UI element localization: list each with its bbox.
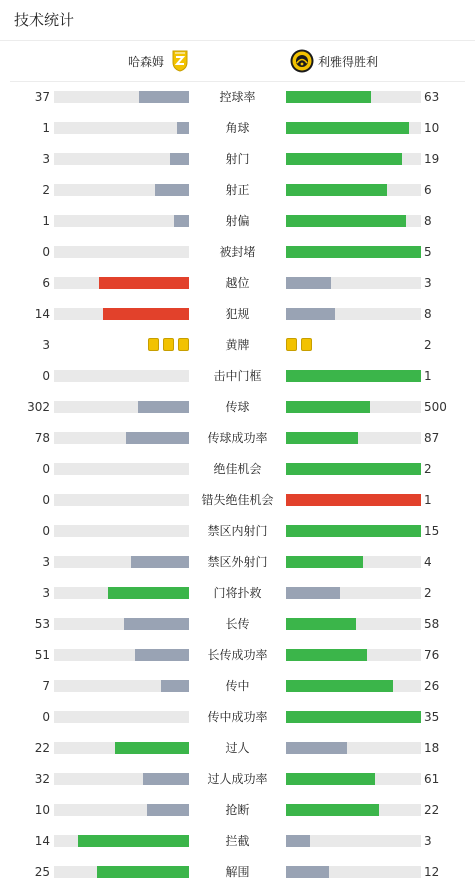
away-stat-bar-fill	[286, 494, 421, 506]
stat-row	[0, 547, 475, 578]
away-stat-bar-fill	[286, 153, 402, 165]
away-stat-bar-fill	[286, 91, 371, 103]
stat-label: 角球	[225, 121, 250, 135]
home-stat-bar-fill	[170, 153, 189, 165]
stat-row	[0, 113, 475, 144]
home-stat-bar	[54, 91, 189, 103]
header-divider	[0, 40, 475, 41]
stat-row	[0, 733, 475, 764]
home-stat-value: 25	[34, 865, 50, 879]
home-stat-bar	[54, 618, 189, 630]
stat-row	[0, 857, 475, 888]
away-stat-bar-fill	[286, 742, 347, 754]
home-stat-value: 1	[42, 121, 50, 135]
home-stat-value: 0	[42, 369, 50, 383]
home-stat-bar	[54, 835, 189, 847]
away-stat-bar	[286, 122, 421, 134]
stat-row	[0, 175, 475, 206]
home-stat-bar	[54, 773, 189, 785]
stat-label: 犯规	[225, 307, 250, 321]
home-stat-bar-fill	[103, 308, 189, 320]
teams-header	[0, 44, 475, 80]
away-stat-bar-fill	[286, 215, 406, 227]
away-stat-bar	[286, 91, 421, 103]
away-stat-bar	[286, 835, 421, 847]
home-stat-bar-fill	[97, 866, 189, 878]
stat-label: 传球成功率	[207, 431, 268, 445]
away-stat-bar-fill	[286, 680, 393, 692]
stat-row	[0, 640, 475, 671]
stat-label: 射偏	[225, 214, 250, 228]
away-stat-bar-fill	[286, 649, 367, 661]
away-stat-bar	[286, 587, 421, 599]
away-stat-bar-fill	[286, 463, 421, 475]
away-stat-value: 12	[424, 865, 440, 879]
stat-label: 错失绝佳机会	[201, 493, 274, 507]
stat-row	[0, 361, 475, 392]
away-team-logo-icon	[290, 49, 314, 76]
home-stat-value: 7	[42, 679, 50, 693]
home-stat-bar	[54, 525, 189, 537]
away-stat-value: 26	[424, 679, 440, 693]
away-stat-bar	[286, 463, 421, 475]
home-stat-value: 78	[34, 431, 50, 445]
away-stat-value: 2	[424, 586, 432, 600]
away-stat-bar-fill	[286, 184, 387, 196]
home-stat-value: 14	[34, 307, 50, 321]
home-stat-bar	[54, 804, 189, 816]
home-stat-bar	[54, 680, 189, 692]
stat-row	[0, 609, 475, 640]
away-stat-bar-fill	[286, 711, 421, 723]
away-stat-value: 19	[424, 152, 440, 166]
stat-row	[0, 516, 475, 547]
home-stat-bar-fill	[161, 680, 189, 692]
away-stat-value: 2	[424, 338, 432, 352]
home-stat-bar	[54, 370, 189, 382]
home-stat-value: 0	[42, 245, 50, 259]
home-stat-value: 0	[42, 462, 50, 476]
away-stat-bar-fill	[286, 308, 335, 320]
home-stat-bar-fill	[177, 122, 189, 134]
home-stat-value: 0	[42, 493, 50, 507]
home-stat-bar	[54, 184, 189, 196]
away-stat-value: 8	[424, 307, 432, 321]
stat-row	[0, 392, 475, 423]
home-stat-value: 0	[42, 710, 50, 724]
home-stat-value: 14	[34, 834, 50, 848]
home-stat-value: 3	[42, 152, 50, 166]
stat-row	[0, 423, 475, 454]
away-stat-bar-fill	[286, 370, 421, 382]
home-stat-bar	[54, 866, 189, 878]
home-stat-bar	[54, 494, 189, 506]
away-stat-bar-fill	[286, 432, 358, 444]
stat-row	[0, 764, 475, 795]
stat-label: 拦截	[225, 834, 250, 848]
home-stat-value: 3	[42, 555, 50, 569]
stat-label: 击中门框	[213, 369, 262, 383]
stat-label: 绝佳机会	[213, 462, 262, 476]
away-stat-bar-fill	[286, 587, 340, 599]
away-stat-bar	[286, 494, 421, 506]
stat-label: 门将扑救	[213, 586, 262, 600]
away-stat-bar	[286, 215, 421, 227]
home-stat-bar-fill	[78, 835, 189, 847]
stat-label: 长传成功率	[207, 648, 268, 662]
home-stat-bar	[54, 277, 189, 289]
stat-row	[0, 144, 475, 175]
yellow-card-icon	[301, 338, 312, 351]
home-stat-value: 37	[34, 90, 50, 104]
away-stat-bar	[286, 649, 421, 661]
stat-label: 长传	[225, 617, 250, 631]
away-stat-bar-fill	[286, 122, 409, 134]
stat-label: 传中	[225, 679, 250, 693]
stat-label: 控球率	[219, 90, 256, 104]
home-stat-value: 51	[34, 648, 50, 662]
stat-row	[0, 702, 475, 733]
away-stat-bar-fill	[286, 804, 379, 816]
away-stat-bar	[286, 742, 421, 754]
home-stat-bar	[54, 246, 189, 258]
away-stat-value: 61	[424, 772, 440, 786]
home-stat-bar	[54, 153, 189, 165]
away-stat-value: 3	[424, 834, 432, 848]
home-stat-bar	[54, 432, 189, 444]
stat-row	[0, 268, 475, 299]
home-stat-bar-fill	[108, 587, 189, 599]
home-stat-value: 302	[27, 400, 50, 414]
stat-label: 禁区外射门	[207, 555, 268, 569]
stat-row	[0, 485, 475, 516]
home-stat-bar-fill	[139, 91, 189, 103]
stat-label: 射门	[225, 152, 250, 166]
stat-label: 过人成功率	[207, 772, 268, 786]
away-stat-value: 87	[424, 431, 440, 445]
away-team-name: 利雅得胜利	[318, 55, 379, 69]
away-stat-bar	[286, 370, 421, 382]
away-stat-bar-fill	[286, 866, 329, 878]
stat-label: 传中成功率	[207, 710, 268, 724]
home-stat-bar-fill	[124, 618, 189, 630]
home-stat-bar-fill	[155, 184, 189, 196]
stat-label: 过人	[225, 741, 250, 755]
stat-row	[0, 330, 475, 361]
home-team[interactable]	[128, 44, 188, 80]
away-stat-value: 35	[424, 710, 440, 724]
away-stat-bar	[286, 711, 421, 723]
away-stat-bar	[286, 277, 421, 289]
home-stat-bar-fill	[115, 742, 189, 754]
away-stat-value: 6	[424, 183, 432, 197]
away-stat-bar	[286, 804, 421, 816]
page-title: 技术统计	[14, 11, 75, 29]
stat-row	[0, 454, 475, 485]
stat-label: 被封堵	[219, 245, 256, 259]
home-stat-value: 6	[42, 276, 50, 290]
home-stat-value: 2	[42, 183, 50, 197]
away-stat-bar	[286, 556, 421, 568]
stat-row	[0, 795, 475, 826]
home-stat-bar-fill	[138, 401, 189, 413]
away-yellow-cards	[286, 338, 312, 352]
home-stat-value: 53	[34, 617, 50, 631]
home-stat-bar	[54, 308, 189, 320]
away-stat-bar-fill	[286, 773, 375, 785]
home-stat-value: 1	[42, 214, 50, 228]
home-stat-bar-fill	[126, 432, 189, 444]
away-stat-bar-fill	[286, 525, 421, 537]
stat-label: 解围	[225, 865, 250, 879]
away-stat-bar	[286, 773, 421, 785]
stat-row	[0, 237, 475, 268]
home-stat-bar	[54, 122, 189, 134]
home-stat-bar	[54, 556, 189, 568]
stat-label: 越位	[225, 276, 250, 290]
away-stat-value: 500	[424, 400, 447, 414]
home-stat-bar	[54, 742, 189, 754]
away-stat-value: 58	[424, 617, 440, 631]
away-stat-bar	[286, 153, 421, 165]
stat-label: 射正	[225, 183, 250, 197]
away-stat-value: 10	[424, 121, 440, 135]
yellow-card-icon	[178, 338, 189, 351]
home-stat-bar	[54, 711, 189, 723]
yellow-card-icon	[286, 338, 297, 351]
away-stat-bar	[286, 432, 421, 444]
home-stat-bar-fill	[143, 773, 189, 785]
stat-row	[0, 671, 475, 702]
away-stat-bar	[286, 618, 421, 630]
home-stat-bar-fill	[135, 649, 189, 661]
home-stat-bar-fill	[131, 556, 189, 568]
away-stat-bar	[286, 308, 421, 320]
away-stat-value: 63	[424, 90, 440, 104]
home-stat-value: 22	[34, 741, 50, 755]
away-stat-bar	[286, 401, 421, 413]
away-stat-value: 1	[424, 369, 432, 383]
away-stat-value: 4	[424, 555, 432, 569]
away-stat-bar-fill	[286, 835, 310, 847]
home-stat-bar-fill	[174, 215, 189, 227]
home-yellow-cards	[148, 338, 189, 352]
away-stat-value: 22	[424, 803, 440, 817]
away-stat-value: 2	[424, 462, 432, 476]
away-stat-bar-fill	[286, 618, 356, 630]
stat-label: 抢断	[225, 803, 250, 817]
away-stat-value: 5	[424, 245, 432, 259]
away-stat-value: 3	[424, 276, 432, 290]
stat-row	[0, 82, 475, 113]
away-team[interactable]	[290, 44, 378, 80]
away-stat-bar-fill	[286, 556, 363, 568]
stat-row	[0, 206, 475, 237]
home-stat-bar	[54, 587, 189, 599]
home-stat-bar	[54, 649, 189, 661]
away-stat-value: 1	[424, 493, 432, 507]
home-stat-bar	[54, 401, 189, 413]
home-stat-bar-fill	[147, 804, 189, 816]
home-stat-bar	[54, 463, 189, 475]
stat-row	[0, 578, 475, 609]
away-stat-value: 18	[424, 741, 440, 755]
home-stat-value: 0	[42, 524, 50, 538]
yellow-card-icon	[148, 338, 159, 351]
stat-row	[0, 299, 475, 330]
home-team-name: 哈森姆	[127, 55, 164, 69]
home-stat-bar	[54, 215, 189, 227]
home-stat-value: 3	[42, 338, 50, 352]
away-stat-value: 76	[424, 648, 440, 662]
away-stat-bar	[286, 246, 421, 258]
yellow-card-icon	[163, 338, 174, 351]
stat-label: 黄牌	[225, 338, 250, 352]
stat-label: 禁区内射门	[207, 524, 268, 538]
home-team-logo-icon	[172, 50, 188, 75]
stat-label: 传球	[225, 400, 250, 414]
away-stat-bar-fill	[286, 401, 370, 413]
home-stat-bar-fill	[99, 277, 189, 289]
away-stat-value: 15	[424, 524, 440, 538]
home-stat-value: 3	[42, 586, 50, 600]
away-stat-value: 8	[424, 214, 432, 228]
away-stat-bar	[286, 680, 421, 692]
away-stat-bar	[286, 184, 421, 196]
away-stat-bar	[286, 525, 421, 537]
away-stat-bar-fill	[286, 246, 421, 258]
home-stat-value: 32	[34, 772, 50, 786]
home-stat-value: 10	[34, 803, 50, 817]
away-stat-bar	[286, 866, 421, 878]
stat-row	[0, 826, 475, 857]
away-stat-bar-fill	[286, 277, 331, 289]
